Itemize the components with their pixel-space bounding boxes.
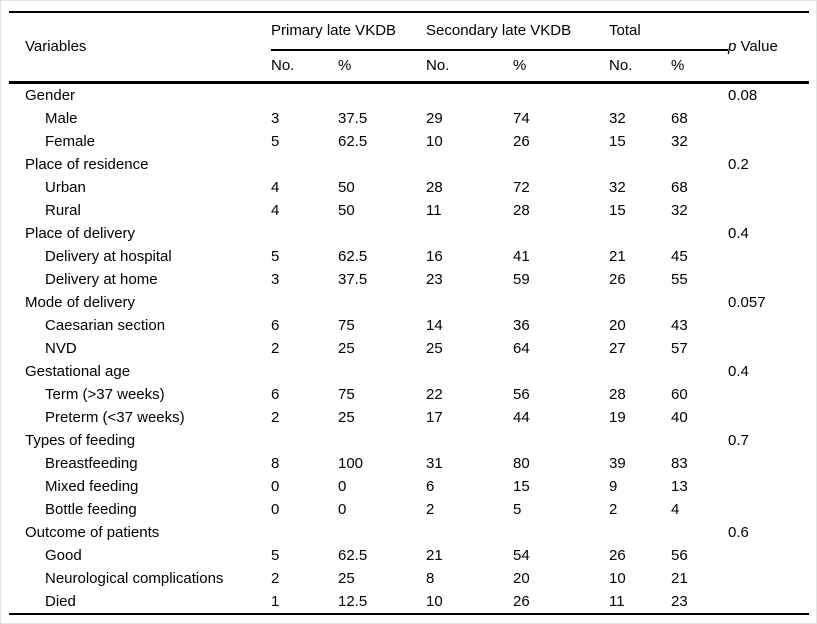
value-cell bbox=[271, 222, 338, 245]
value-cell bbox=[338, 153, 426, 176]
table-row bbox=[9, 107, 809, 130]
value-cell: 68 bbox=[671, 109, 688, 127]
value-cell: 0 bbox=[271, 500, 280, 518]
value-cell: 2 bbox=[271, 408, 280, 426]
p-value-cell: 0.7 bbox=[728, 431, 749, 449]
primary-no-header: No. bbox=[271, 57, 295, 75]
value-cell: 3 bbox=[271, 270, 280, 288]
value-cell: 64 bbox=[513, 339, 530, 357]
value-cell bbox=[271, 360, 338, 383]
value-cell: 21 bbox=[426, 546, 443, 564]
value-cell: 28 bbox=[609, 385, 626, 403]
value-cell: 23 bbox=[671, 590, 728, 614]
row-label: Female bbox=[45, 132, 96, 150]
p-value-cell bbox=[728, 383, 809, 406]
row-label: Mode of delivery bbox=[25, 293, 136, 311]
value-cell: 72 bbox=[513, 178, 530, 196]
value-cell: 37.5 bbox=[338, 109, 368, 127]
table-row bbox=[9, 360, 809, 383]
value-cell: 20 bbox=[513, 569, 530, 587]
value-cell: 56 bbox=[513, 385, 530, 403]
value-cell bbox=[609, 360, 671, 383]
value-cell: 5 bbox=[271, 247, 280, 265]
value-cell: 8 bbox=[426, 569, 435, 587]
table-row bbox=[9, 544, 809, 567]
row-label: Types of feeding bbox=[25, 431, 136, 449]
value-cell bbox=[609, 83, 671, 108]
value-cell: 59 bbox=[513, 270, 530, 288]
p-value-cell bbox=[728, 337, 809, 360]
p-value-cell bbox=[728, 176, 809, 199]
table-row bbox=[9, 567, 809, 590]
row-label: Neurological complications bbox=[45, 569, 224, 587]
value-cell: 2 bbox=[426, 500, 435, 518]
value-cell bbox=[338, 429, 426, 452]
value-cell: 6 bbox=[271, 316, 280, 334]
table-row bbox=[9, 337, 809, 360]
value-cell: 10 bbox=[426, 590, 513, 614]
value-cell: 45 bbox=[671, 247, 688, 265]
table-row bbox=[9, 406, 809, 429]
table-row bbox=[9, 245, 809, 268]
table-row bbox=[9, 83, 809, 108]
value-cell bbox=[271, 291, 338, 314]
row-label: Mixed feeding bbox=[45, 477, 139, 495]
value-cell: 27 bbox=[609, 339, 626, 357]
value-cell: 26 bbox=[609, 270, 626, 288]
table-body bbox=[9, 83, 809, 615]
value-cell: 21 bbox=[671, 569, 688, 587]
p-value-cell bbox=[728, 314, 809, 337]
value-cell: 23 bbox=[426, 270, 443, 288]
value-cell bbox=[338, 83, 426, 108]
value-cell: 26 bbox=[513, 132, 530, 150]
value-cell bbox=[513, 360, 609, 383]
value-cell: 17 bbox=[426, 408, 443, 426]
table-row bbox=[9, 429, 809, 452]
table-header bbox=[9, 12, 809, 83]
row-label: Place of residence bbox=[25, 155, 149, 173]
value-cell: 10 bbox=[609, 569, 626, 587]
p-value-cell bbox=[728, 567, 809, 590]
value-cell: 20 bbox=[609, 316, 626, 334]
row-label: Caesarian section bbox=[45, 316, 166, 334]
secondary-pct-header: % bbox=[513, 57, 527, 75]
value-cell: 28 bbox=[426, 178, 443, 196]
value-cell: 5 bbox=[271, 132, 280, 150]
value-cell: 54 bbox=[513, 546, 530, 564]
row-label: Gender bbox=[9, 83, 271, 108]
table-row bbox=[9, 153, 809, 176]
p-value-rest: Value bbox=[736, 38, 778, 56]
primary-pct-header: % bbox=[338, 57, 352, 75]
value-cell: 83 bbox=[671, 454, 688, 472]
value-cell: 44 bbox=[513, 408, 530, 426]
value-cell bbox=[426, 360, 513, 383]
value-cell: 40 bbox=[671, 408, 688, 426]
p-value-italic-p: p bbox=[728, 38, 737, 56]
value-cell bbox=[609, 429, 671, 452]
value-cell: 19 bbox=[609, 408, 626, 426]
value-cell bbox=[338, 521, 426, 544]
value-cell: 15 bbox=[609, 201, 626, 219]
value-cell bbox=[338, 360, 426, 383]
value-cell bbox=[609, 222, 671, 245]
value-cell: 41 bbox=[513, 247, 530, 265]
value-cell: 43 bbox=[671, 316, 688, 334]
value-cell: 36 bbox=[513, 316, 530, 334]
p-value-cell: 0.4 bbox=[728, 224, 749, 242]
value-cell: 10 bbox=[426, 132, 443, 150]
value-cell: 29 bbox=[426, 109, 443, 127]
p-value-cell: 0.2 bbox=[728, 155, 749, 173]
value-cell bbox=[338, 222, 426, 245]
value-cell: 39 bbox=[609, 454, 626, 472]
value-cell: 6 bbox=[271, 385, 280, 403]
value-cell: 15 bbox=[513, 477, 530, 495]
table-row bbox=[9, 222, 809, 245]
value-cell: 13 bbox=[671, 477, 688, 495]
value-cell: 15 bbox=[609, 132, 626, 150]
value-cell bbox=[513, 429, 609, 452]
value-cell: 11 bbox=[609, 590, 671, 614]
value-cell: 21 bbox=[609, 247, 626, 265]
value-cell bbox=[426, 429, 513, 452]
value-cell: 31 bbox=[426, 454, 443, 472]
value-cell: 25 bbox=[338, 339, 355, 357]
value-cell: 25 bbox=[426, 339, 443, 357]
table-row bbox=[9, 498, 809, 521]
value-cell: 32 bbox=[609, 109, 626, 127]
p-value-cell bbox=[728, 590, 809, 614]
total-header: Total bbox=[609, 12, 728, 50]
value-cell: 74 bbox=[513, 109, 530, 127]
value-cell: 6 bbox=[426, 477, 435, 495]
total-pct-header: % bbox=[671, 57, 685, 75]
p-value-cell bbox=[728, 268, 809, 291]
value-cell: 1 bbox=[271, 590, 338, 614]
value-cell: 32 bbox=[671, 201, 688, 219]
value-cell bbox=[426, 291, 513, 314]
p-value-cell bbox=[728, 199, 809, 222]
p-value-cell: 0.4 bbox=[728, 362, 749, 380]
value-cell: 4 bbox=[671, 500, 680, 518]
value-cell: 57 bbox=[671, 339, 688, 357]
p-value-cell bbox=[728, 544, 809, 567]
p-value-cell: 0.6 bbox=[728, 523, 749, 541]
value-cell bbox=[513, 83, 609, 108]
value-cell: 75 bbox=[338, 385, 355, 403]
value-cell: 32 bbox=[609, 178, 626, 196]
value-cell bbox=[338, 291, 426, 314]
value-cell: 80 bbox=[513, 454, 530, 472]
value-cell: 2 bbox=[271, 339, 280, 357]
secondary-no-header: No. bbox=[426, 57, 450, 75]
p-value-cell: 0.057 bbox=[728, 293, 766, 311]
row-label: Urban bbox=[45, 178, 86, 196]
row-label: Delivery at home bbox=[45, 270, 158, 288]
value-cell: 12.5 bbox=[338, 590, 426, 614]
value-cell: 62.5 bbox=[338, 247, 368, 265]
value-cell bbox=[426, 521, 513, 544]
value-cell: 2 bbox=[271, 569, 280, 587]
row-label: Preterm (<37 weeks) bbox=[45, 408, 185, 426]
value-cell bbox=[671, 360, 728, 383]
table-row bbox=[9, 291, 809, 314]
value-cell bbox=[671, 153, 728, 176]
value-cell: 5 bbox=[271, 546, 280, 564]
value-cell: 62.5 bbox=[338, 132, 368, 150]
row-label: Gestational age bbox=[25, 362, 131, 380]
value-cell bbox=[271, 83, 338, 108]
value-cell: 25 bbox=[338, 408, 355, 426]
value-cell: 26 bbox=[513, 590, 609, 614]
p-value-column-header bbox=[728, 12, 809, 83]
value-cell bbox=[609, 153, 671, 176]
row-label: Delivery at hospital bbox=[45, 247, 172, 265]
table-row bbox=[9, 268, 809, 291]
value-cell: 4 bbox=[271, 201, 280, 219]
value-cell bbox=[271, 521, 338, 544]
value-cell: 75 bbox=[338, 316, 355, 334]
table-row bbox=[9, 475, 809, 498]
row-label: Died bbox=[9, 590, 271, 614]
value-cell: 0 bbox=[338, 477, 347, 495]
table-row bbox=[9, 521, 809, 544]
value-cell: 37.5 bbox=[338, 270, 368, 288]
secondary-late-vkdb-header: Secondary late VKDB bbox=[426, 12, 609, 50]
value-cell: 11 bbox=[426, 201, 442, 219]
p-value-cell bbox=[728, 245, 809, 268]
group-header-row bbox=[9, 12, 809, 50]
value-cell: 62.5 bbox=[338, 546, 368, 564]
value-cell: 100 bbox=[338, 454, 364, 472]
p-value-cell bbox=[728, 475, 809, 498]
value-cell: 25 bbox=[338, 569, 355, 587]
p-value-cell: 0.08 bbox=[728, 83, 809, 108]
value-cell bbox=[513, 291, 609, 314]
p-value-cell bbox=[728, 406, 809, 429]
total-no-header: No. bbox=[609, 57, 633, 75]
value-cell: 2 bbox=[609, 500, 618, 518]
table-row bbox=[9, 130, 809, 153]
row-label: Breastfeeding bbox=[45, 454, 138, 472]
value-cell: 26 bbox=[609, 546, 626, 564]
value-cell: 9 bbox=[609, 477, 618, 495]
value-cell: 56 bbox=[671, 546, 688, 564]
value-cell bbox=[671, 222, 728, 245]
value-cell: 32 bbox=[671, 132, 688, 150]
value-cell: 22 bbox=[426, 385, 443, 403]
variables-column-header: Variables bbox=[9, 12, 271, 83]
primary-late-vkdb-header: Primary late VKDB bbox=[271, 12, 426, 50]
value-cell bbox=[671, 521, 728, 544]
row-label: Place of delivery bbox=[25, 224, 136, 242]
value-cell: 0 bbox=[338, 500, 347, 518]
value-cell bbox=[671, 83, 728, 108]
row-label: Bottle feeding bbox=[45, 500, 137, 518]
value-cell: 28 bbox=[513, 201, 530, 219]
value-cell: 50 bbox=[338, 178, 355, 196]
value-cell: 5 bbox=[513, 500, 522, 518]
table-row bbox=[9, 176, 809, 199]
value-cell bbox=[513, 521, 609, 544]
table-row bbox=[9, 314, 809, 337]
table-row bbox=[9, 452, 809, 475]
value-cell bbox=[426, 83, 513, 108]
value-cell: 4 bbox=[271, 178, 280, 196]
value-cell: 0 bbox=[271, 477, 280, 495]
value-cell: 16 bbox=[426, 247, 443, 265]
value-cell: 60 bbox=[671, 385, 688, 403]
row-label: Term (>37 weeks) bbox=[45, 385, 165, 403]
value-cell: 8 bbox=[271, 454, 280, 472]
value-cell: 68 bbox=[671, 178, 688, 196]
vkdb-comparison-table bbox=[9, 11, 809, 615]
value-cell bbox=[609, 521, 671, 544]
table-row bbox=[9, 590, 809, 614]
row-label: Rural bbox=[45, 201, 81, 219]
value-cell: 14 bbox=[426, 316, 443, 334]
value-cell bbox=[609, 291, 671, 314]
value-cell bbox=[271, 429, 338, 452]
value-cell bbox=[426, 153, 513, 176]
row-label: Good bbox=[45, 546, 82, 564]
value-cell bbox=[271, 153, 338, 176]
value-cell: 55 bbox=[671, 270, 688, 288]
value-cell bbox=[671, 291, 728, 314]
value-cell bbox=[513, 153, 609, 176]
row-label: Male bbox=[45, 109, 78, 127]
p-value-cell bbox=[728, 107, 809, 130]
value-cell bbox=[426, 222, 513, 245]
p-value-cell bbox=[728, 498, 809, 521]
table-row bbox=[9, 383, 809, 406]
p-value-cell bbox=[728, 130, 809, 153]
value-cell bbox=[513, 222, 609, 245]
table-row bbox=[9, 199, 809, 222]
value-cell: 50 bbox=[338, 201, 355, 219]
row-label: NVD bbox=[45, 339, 77, 357]
row-label: Outcome of patients bbox=[25, 523, 160, 541]
value-cell: 3 bbox=[271, 109, 280, 127]
p-value-cell bbox=[728, 452, 809, 475]
value-cell bbox=[671, 429, 728, 452]
